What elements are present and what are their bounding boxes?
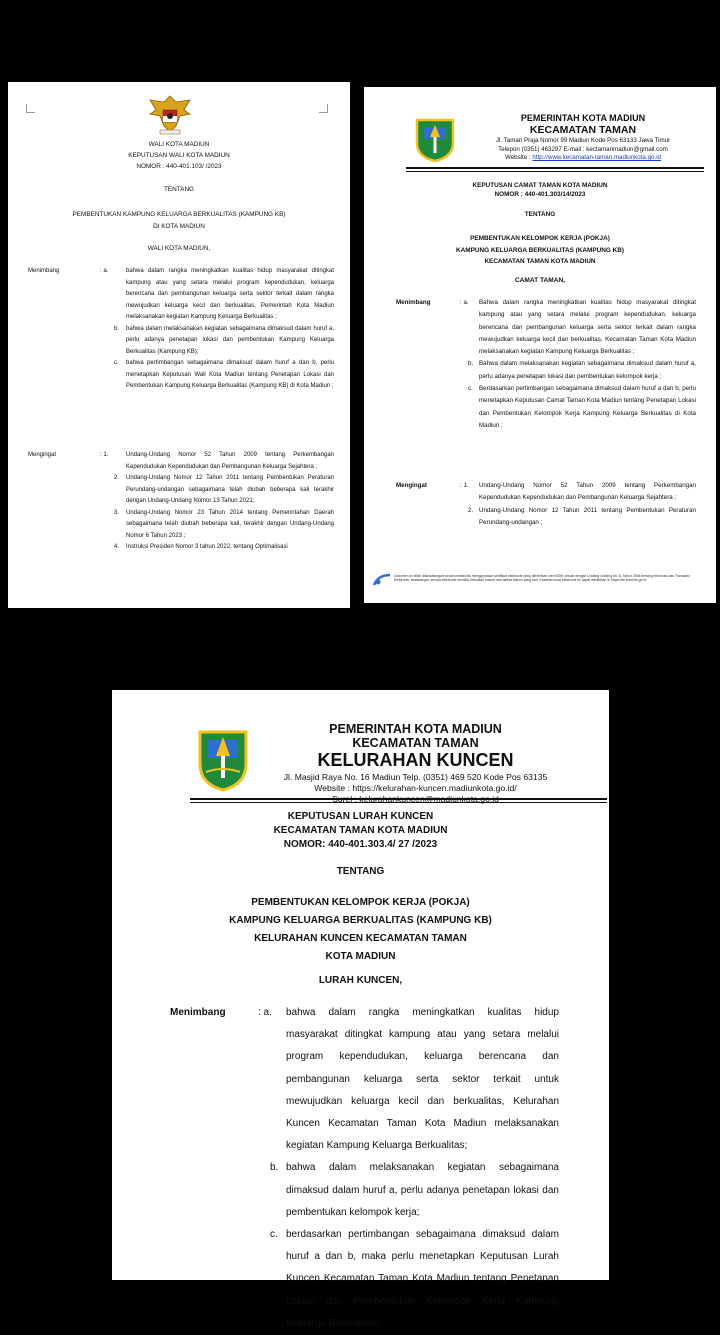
decree-unit: KECAMATAN TAMAN KOTA MADIUN [273,825,448,836]
decree-number: NOMOR : 440-401.303/14/2023 [494,191,586,198]
address: Jl. Masjid Raya No. 16 Madiun Telp. (0351) 469 520 Kode Pos 63135 [283,772,548,782]
crop-mark [26,104,35,113]
document-page-camat-taman [364,87,716,603]
decree-title: KEPUTUSAN CAMAT TAMAN KOTA MADIUN [472,182,608,189]
tentang-label: TENTANG [336,866,385,877]
decree-title: KEPUTUSAN LURAH KUNCEN [287,811,434,822]
email: Surel : kelurahankuncen@madiunkota.go.id [332,794,499,804]
header-decree: KEPUTUSAN WALI KOTA MADIUN [128,152,230,159]
gov-name: PEMERINTAH KOTA MADIUN [520,113,646,123]
reference-item: : 1. Undang-Undang Nomor 52 Tahun 2009 tentang Perkembangan Kependudukan Kependudukan dan Pembangunan Keluarga Sejahtera ; [100,452,334,470]
header-city: WALI KOTA MADIUN [148,141,210,148]
reference-item: 4. Instruksi Presiden Nomor 3 tahun 2022, tentang Optimalisasi [114,544,288,550]
consideration-item: c. Berdasarkan pertimbangan sebagaimana dimaksud dalam huruf a dan b, perlu menetapkan Keputusan Camat Taman Kota Madiun tentang Penetapan Lokasi dan Pembentukan Kelompok Kerja Kampung Keluarga Berkualitas di Kota Madiun ; [468,385,696,429]
subject-line-2: DI KOTA MADIUN [153,223,205,230]
letterhead-rule [190,798,607,803]
phone-email: Telepon (0351) 463297 E-mail : kectamanmadiun@gmail.com [498,145,668,153]
website-link[interactable]: http://www.kecamatan-taman.madiunkota.go.id [532,154,662,161]
e-signature-footnote: Dokumen ini telah ditandatangani secara elektronik menggunakan sertifikat elektronik yang diterbitkan oleh BSrE sesuai dengan Undang Undang No 11 Tahun 2008 tentang Informasi dan Transaksi Elektronik, tandatangan secara elektronik memiliki kekuatan hukum dan akibat hukum yang sah. Keaslian surat elektronik ini dapat dibuktikan di https://tte.kominfo.go.id [394,574,690,583]
unit-name: KECAMATAN TAMAN [529,124,637,136]
consideration-item: b. Bahwa dalam melaksanakan kegiatan sebagaimana dimaksud dalam huruf a, perlu adanya penetapan lokasi dan pembentukan kelompok kerja ; [468,360,696,380]
letterhead [464,113,702,163]
section-label: Menimbang [170,1007,226,1018]
header-number: NOMOR : 440-401.103/ /2023 [136,163,222,170]
consideration-item: b. bahwa dalam melaksanakan kegiatan sebagaimana dimaksud dalam huruf a, perlu adanya penetapan lokasi dan pembentukan Kampung Keluarga Berkualitas (Kampung KB); [114,325,334,355]
consideration-item: : a. bahwa dalam rangka meningkatkan kualitas hidup masyarakat ditingkat kampung atau yang setara melalui program kependudukan, keluarga berencana dan pembangunan keluarga serta sektor terkait untuk mewujudkan keluarga kecil dan berkualitas, Kelurahan Kuncen Kecamatan Taman Kota Madiun melaksanakan kegiatan Kampung Keluarga Berkualitas; [258,1007,559,1152]
letterhead [252,722,579,805]
reference-item: : 1. Undang-Undang Nomor 52 Tahun 2009 tentang Perkembangan Kependudukan Kependudukan dan Pembangunan Keluarga Sejahtera ; [460,482,696,502]
official-title: CAMAT TAMAN, [514,277,566,284]
subject-line-1: PEMBENTUKAN KELOMPOK KERJA (POKJA) [470,235,610,242]
consideration-item: c. berdasarkan pertimbangan sebagaimana dimaksud dalam huruf a dan b, maka perlu menetapkan Keputusan Lurah Kuncen Kecamatan Taman Kota Madiun tentang Penetapan Lokasi dan Pembentukan Kelompok Kerja Kampung Keluarga Berkualitas. [270,1229,559,1329]
subject [112,894,609,966]
subject-line-1: PEMBENTUKAN KELOMPOK KERJA (POKJA) [251,897,470,908]
section-label: Menimbang [396,299,431,306]
kelurahan-name: KELURAHAN KUNCEN [317,750,514,770]
reference-item: 3. Undang-Undang Nomor 23 Tahun 2014 tentang Pemerintahan Daerah sebagaimana telah diubah beberapa kali, terakhir dengan Undang-Undang Nomor 6 Tahun 2023 ; [114,509,334,539]
gov-name: PEMERINTAH KOTA MADIUN [329,722,502,736]
subject-line-3: KELURAHAN KUNCEN KECAMATAN TAMAN [254,933,467,944]
website-label: Website : [504,154,533,161]
official-title: LURAH KUNCEN, [318,975,403,986]
tentang-label: TENTANG [163,186,195,193]
subject-line-1: PEMBENTUKAN KAMPUNG KELUARGA BERKUALITAS (KAMPUNG KB) [72,211,286,218]
tentang-label: TENTANG [524,211,556,218]
document-page-lurah-kuncen [112,690,609,1329]
subject-line-2: KAMPUNG KELUARGA BERKUALITAS (KAMPUNG KB) [229,915,492,926]
consideration-item: : a. Bahwa dalam rangka meningkatkan kualitas hidup masyarakat ditingkat kampung atau yang setara melalui program kependudukan, keluarga berencana dan pembangunan keluarga serta sektor terkait dalam rangka mewujudkan keluarga kecil dan berkualitas, Kecamatan Taman Kota Madiun melaksanakan kegiatan Kampung Keluarga Berkualitas ; [460,299,696,356]
madiun-city-emblem-icon [414,117,456,163]
document-page-wali-kota [8,82,350,608]
consideration-item: : a. bahwa dalam rangka meningkatkan kualitas hidup masyarakat ditingkat kampung atau yang setara melalui program kependudukan, keluarga berencana dan pembangunan keluarga serta sektor terkait dalam rangka mewujudkan keluarga kecil dan berkualitas, Pemerintah Kota Madiun melaksanakan kegiatan Kampung Keluarga Berkualitas ; [100,268,334,320]
reference-item: 2. Undang-Undang Nomor 12 Tahun 2011 tentang Pembentukan Peraturan Perundang-undangan ; [468,506,696,526]
unit-name: KECAMATAN TAMAN [352,736,479,750]
section-label: Menimbang [28,268,60,274]
section-label: Mengingat [396,482,427,489]
garuda-emblem-icon [146,92,194,138]
subject-line-2: KAMPUNG KELUARGA BERKUALITAS (KAMPUNG KB) [456,246,624,254]
subject [364,233,716,268]
decree-block [112,810,609,852]
decree-number: NOMOR: 440-401.303.4/ 27 /2023 [283,839,438,850]
subject-line-3: KECAMATAN TAMAN KOTA MADIUN [484,258,596,265]
letterhead-rule [406,167,704,172]
bsre-logo-icon [372,573,392,587]
consideration-item: c. bahwa pertimbangan sebagaimana dimaksud dalam huruf a dan b, perlu menetapkan Keputusan Wali Kota Madiun tentang Penetapan Lokasi dan Pembentukan Kampung Keluarga Berkualitas (Kampung KB) di Kota Madiun ; [114,360,334,389]
crop-mark [319,104,328,113]
reference-item: 2. Undang-Undang Nomor 12 Tahun 2011 tentang Pembentukan Peraturan Perundang-undangan sebagaimana telah diubah beberapa kali terakhir dengan Undang-Undang Nomor 13 Tahun 2021; [114,475,334,504]
section-label: Mengingat [28,452,57,458]
address: Jl. Taman Praja Nomor 99 Madiun Kode Pos 63133 Jawa Timur [495,137,671,144]
subject-line-4: KOTA MADIUN [325,951,396,962]
madiun-city-emblem-icon [196,728,250,792]
website: Website : https://kelurahan-kuncen.madiunkota.go.id/ [314,783,517,793]
official-title: WALI KOTA MADIUN, [147,245,211,252]
consideration-item: b. bahwa dalam melaksanakan kegiatan sebagaimana dimaksud dalam huruf a, perlu adanya penetapan lokasi dan pembentukan kelompok kerja; [270,1162,559,1218]
